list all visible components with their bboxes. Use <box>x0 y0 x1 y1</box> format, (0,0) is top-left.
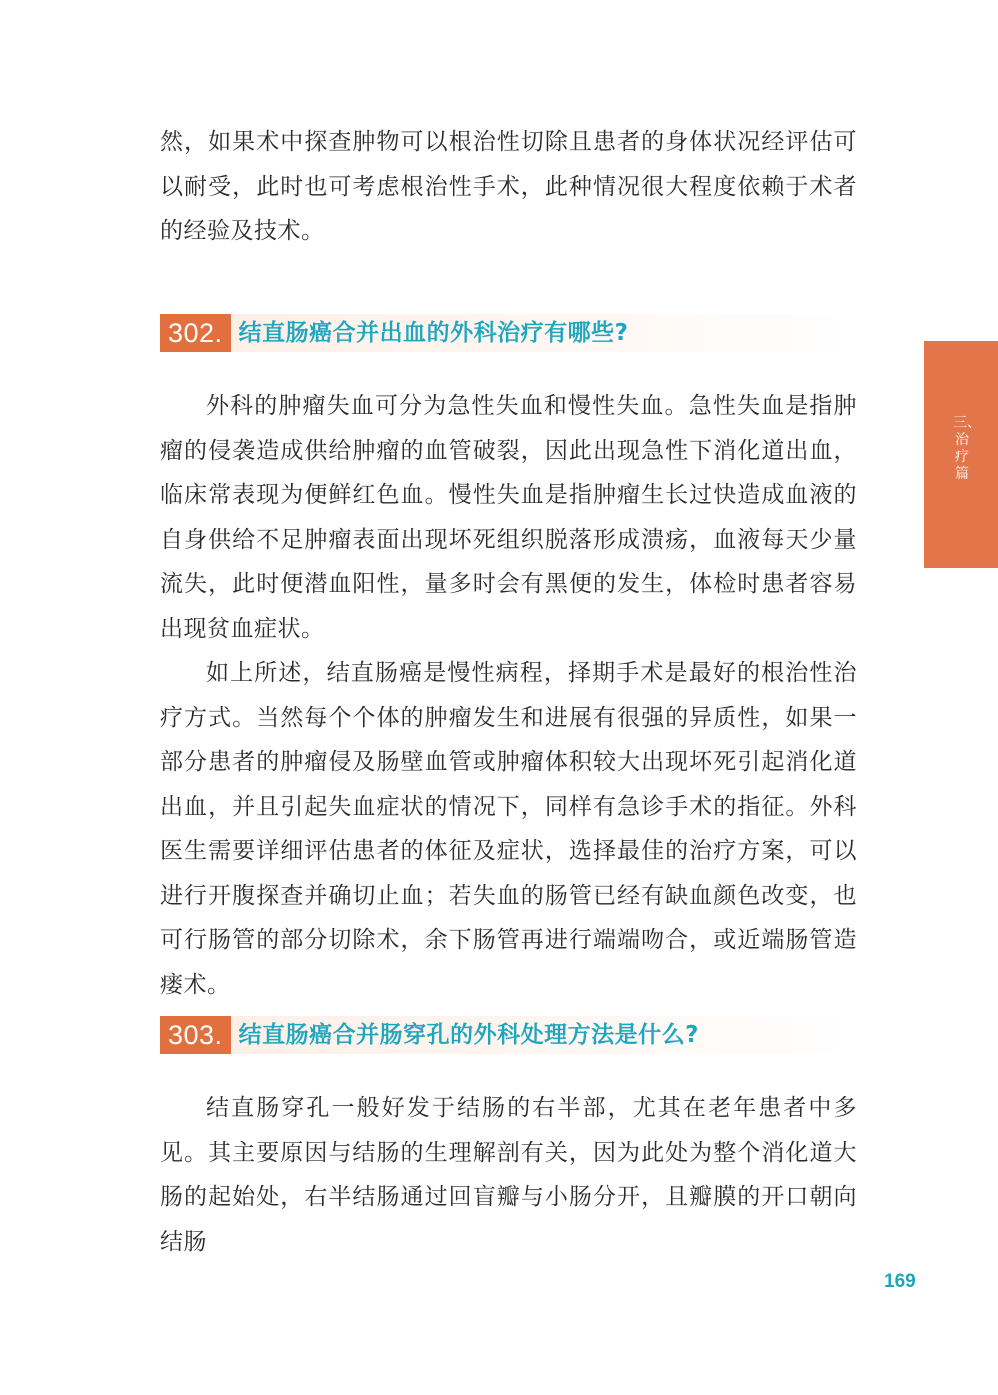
chapter-side-tab <box>924 341 998 568</box>
section-title: 结直肠癌合并出血的外科治疗有哪些? <box>238 320 629 346</box>
section-number: 303. <box>160 1016 231 1054</box>
section-302-body <box>160 384 857 1007</box>
body-paragraph: 结直肠穿孔一般好发于结肠的右半部，尤其在老年患者中多见。其主要原因与结肠的生理解剖有关，因为此处为整个消化道大肠的起始处，右半结肠通过回盲瓣与小肠分开，且瓣膜的开口朝向结肠 <box>160 1095 857 1255</box>
continued-text-block <box>160 120 857 254</box>
page-number: 169 <box>884 1271 916 1292</box>
chapter-side-tab-label: 三、治疗篇 <box>953 415 981 482</box>
body-paragraph: 然，如果术中探查肿物可以根治性切除且患者的身体状况经评估可以耐受，此时也可考虑根治性手术，此种情况很大程度依赖于术者的经验及技术。 <box>160 129 857 244</box>
section-heading-303 <box>160 1016 850 1054</box>
section-title: 结直肠癌合并肠穿孔的外科处理方法是什么? <box>238 1022 699 1048</box>
body-paragraph: 如上所述，结直肠癌是慢性病程，择期手术是最好的根治性治疗方式。当然每个个体的肿瘤发生和进展有很强的异质性，如果一部分患者的肿瘤侵及肠壁血管或肿瘤体积较大出现坏死引起消化道出血，并且引起失血症状的情况下，同样有急诊手术的指征。外科医生需要详细评估患者的体征及症状，选择最佳的治疗方案，可以进行开腹探查并确切止血；若失血的肠管已经有缺血颜色改变，也可行肠管的部分切除术，余下肠管再进行端端吻合，或近端肠管造瘘术。 <box>160 660 857 998</box>
section-303-body <box>160 1086 857 1264</box>
body-paragraph: 外科的肿瘤失血可分为急性失血和慢性失血。急性失血是指肿瘤的侵袭造成供给肿瘤的血管破裂，因此出现急性下消化道出血，临床常表现为便鲜红色血。慢性失血是指肿瘤生长过快造成血液的自身供给不足肿瘤表面出现坏死组织脱落形成溃疡，血液每天少量流失，此时便潜血阳性，量多时会有黑便的发生，体检时患者容易出现贫血症状。 <box>160 393 857 642</box>
section-heading-302 <box>160 314 850 352</box>
section-number: 302. <box>160 314 231 352</box>
